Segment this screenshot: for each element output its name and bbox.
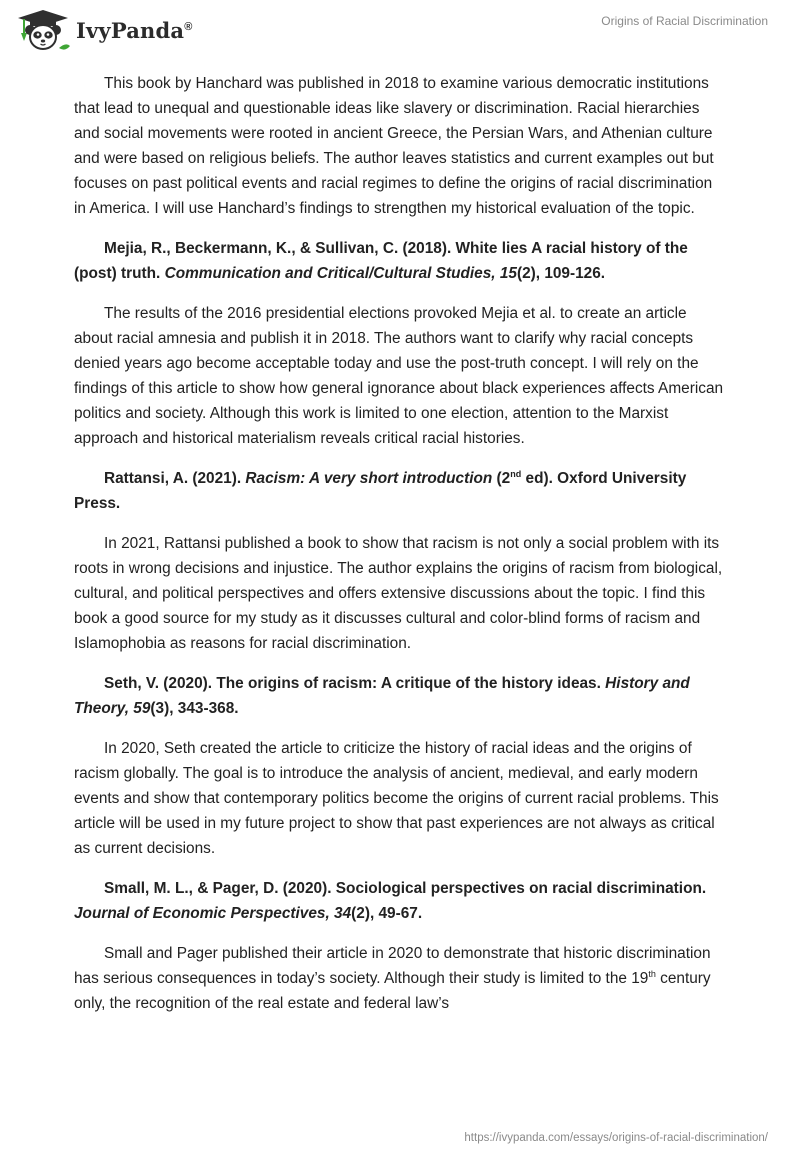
paragraph-mejia-summary: The results of the 2016 presidential elections provoked Mejia et al. to create an article about racial amnesia and publish it in 2018. The authors want to clarify why racial concepts denied years ago become acceptable today and use the post-truth concept. I will rely on the findings of this article to show how general ignorance about black experiences affects American politics and society. Although this work is limited to one election, attention to the Marxist approach and historical materialism reveals critical racial histories. <box>74 305 724 447</box>
essay-body <box>74 71 728 1031</box>
paragraph-small-pager-summary: Small and Pager published their article in 2020 to demonstrate that historic discrimination has serious consequences in today’s society. Although their study is limited to the 19th century only, the recognition of the real estate and federal law’s <box>74 945 711 1012</box>
ivypanda-logo[interactable] <box>14 8 193 52</box>
reference-small-pager: Small, M. L., & Pager, D. (2020). Sociological perspectives on racial discrimination. Journal of Economic Perspectives, 34(2), 49-67. <box>74 880 707 922</box>
paragraph-rattansi-summary: In 2021, Rattansi published a book to show that racism is not only a social problem with its roots in wrong decisions and injustice. The author explains the origins of racism from biological, cultural, and political perspectives and offers extensive discussions about the topic. I find this book a good source for my study as it discusses cultural and color-blind forms of racism and Islamophobia as reasons for racial discrimination. <box>74 535 723 652</box>
page-header <box>0 0 800 60</box>
logo-wordmark: IvyPanda® <box>76 17 193 43</box>
document-title: Origins of Racial Discrimination <box>601 14 768 28</box>
reference-rattansi: Rattansi, A. (2021). Racism: A very short introduction (2nd ed). Oxford University Press. <box>74 469 687 512</box>
paragraph-seth-summary: In 2020, Seth created the article to criticize the history of racial ideas and the origins of racism globally. The goal is to introduce the analysis of ancient, medieval, and early modern events and show that contemporary politics become the origins of current racial problems. This article will be used in my future project to show that past experiences are not always as critical as current decisions. <box>74 740 719 857</box>
source-url-link[interactable]: https://ivypanda.com/essays/origins-of-racial-discrimination/ <box>464 1132 768 1144</box>
panda-graduate-icon <box>14 8 72 52</box>
reference-mejia: Mejia, R., Beckermann, K., & Sullivan, C. (2018). White lies A racial history of the (post) truth. Communication and Critical/Cultural Studies, 15(2), 109-126. <box>74 240 688 282</box>
paragraph-hanchard-summary: This book by Hanchard was published in 2018 to examine various democratic institutions that lead to unequal and questionable ideas like slavery or discrimination. Racial hierarchies and social movements were rooted in ancient Greece, the Persian Wars, and Athenian culture and were based on religious beliefs. The author leaves statistics and current examples out but focuses on past political events and racial regimes to define the origins of racial discrimination in America. I will use Hanchard’s findings to strengthen my historical evaluation of the topic. <box>74 75 714 217</box>
reference-seth: Seth, V. (2020). The origins of racism: A critique of the history ideas. History and Theory, 59(3), 343-368. <box>74 675 690 717</box>
